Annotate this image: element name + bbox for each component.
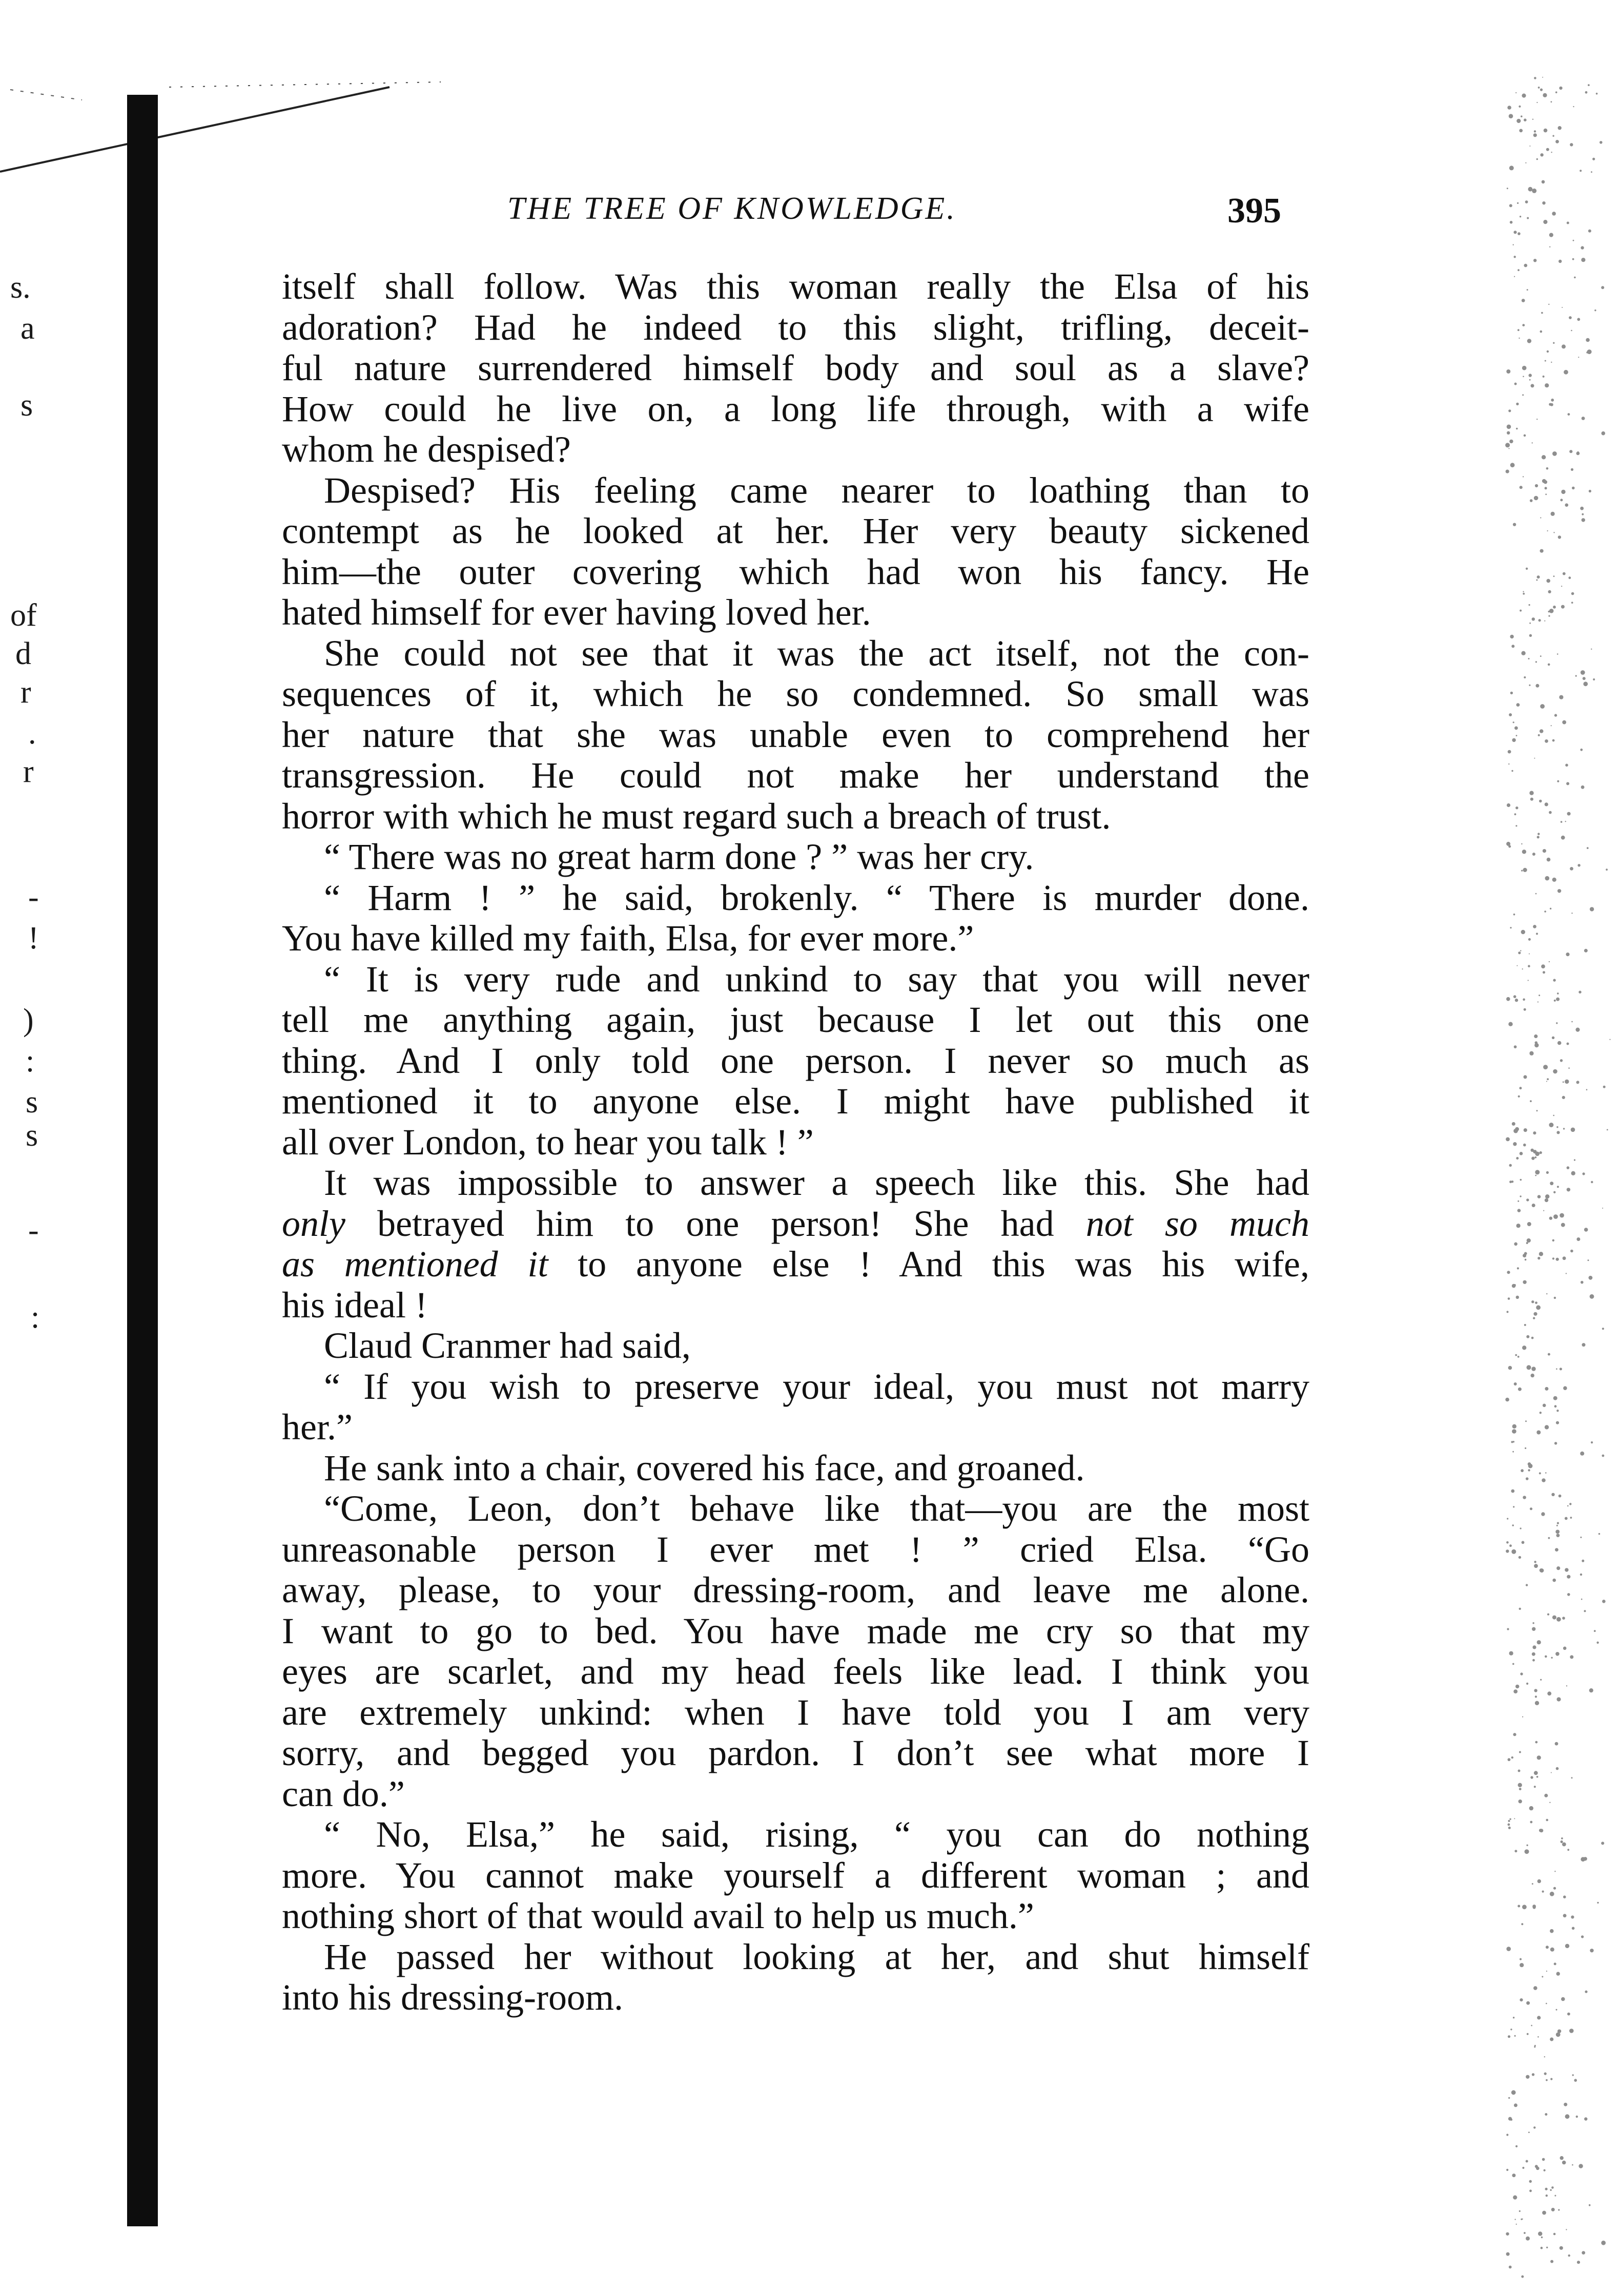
- bleed-glyph: .: [28, 716, 36, 751]
- text-segment: How could he live on, a long life through, with a wife: [282, 388, 1309, 429]
- text-segment: to anyone else ! And this was his wife,: [548, 1244, 1310, 1285]
- text-segment: I want to go to bed. You have made me cry so that my: [282, 1610, 1309, 1651]
- text-line: [282, 307, 1309, 348]
- text-line: [282, 1570, 1309, 1611]
- text-segment: It was impossible to answer a speech like this. She had: [324, 1162, 1309, 1203]
- text-line: [282, 1937, 1309, 1978]
- text-line: [282, 1122, 1309, 1163]
- text-line: [282, 511, 1309, 552]
- text-segment: Claud Cranmer had said,: [324, 1325, 691, 1366]
- text-line: [282, 1448, 1309, 1489]
- text-segment: “ If you wish to preserve your ideal, you must not marry: [324, 1366, 1309, 1407]
- italic-text-segment: as mentioned it: [282, 1244, 548, 1285]
- text-segment: her nature that she was unable even to comprehend her: [282, 714, 1309, 755]
- text-segment: contempt as he looked at her. Her very beauty sickened: [282, 510, 1309, 551]
- text-line: [282, 1163, 1309, 1204]
- text-line: [282, 1611, 1309, 1652]
- text-line: [282, 1896, 1309, 1937]
- text-line: [282, 1081, 1309, 1122]
- text-segment: You have killed my faith, Elsa, for ever more.”: [282, 918, 974, 959]
- text-segment: into his dressing-room.: [282, 1977, 623, 2018]
- text-segment: horror with which he must regard such a breach of trust.: [282, 795, 1111, 837]
- text-line: [282, 1651, 1309, 1692]
- text-segment: him—the outer covering which had won his fancy. He: [282, 551, 1309, 592]
- text-segment: all over London, to hear you talk ! ”: [282, 1121, 814, 1163]
- text-line: [282, 1407, 1309, 1448]
- italic-text-segment: not so much: [1085, 1203, 1309, 1244]
- text-segment: eyes are scarlet, and my head feels like lead. I think you: [282, 1651, 1309, 1692]
- text-segment: tell me anything again, just because I let out this one: [282, 999, 1309, 1040]
- text-line: [282, 389, 1309, 430]
- text-line: [282, 266, 1309, 307]
- text-line: [282, 1367, 1309, 1408]
- text-line: [282, 1733, 1309, 1774]
- text-line: [282, 878, 1309, 919]
- text-segment: sorry, and begged you pardon. I don’t see what more I: [282, 1732, 1309, 1773]
- text-segment: transgression. He could not make her understand the: [282, 755, 1309, 796]
- text-segment: are extremely unkind: when I have told you I am very: [282, 1691, 1309, 1733]
- text-segment: ful nature surrendered himself body and soul as a slave?: [282, 347, 1309, 388]
- page-number: 395: [1227, 191, 1281, 231]
- text-line: [282, 470, 1309, 511]
- bleed-glyph: of: [10, 598, 37, 633]
- text-line: [282, 1529, 1309, 1570]
- text-line: [282, 348, 1309, 389]
- text-segment: “Come, Leon, don’t behave like that—you are the most: [324, 1488, 1309, 1529]
- text-line: [282, 552, 1309, 593]
- text-line: [282, 1814, 1309, 1855]
- body-text: [282, 266, 1309, 2018]
- text-segment: away, please, to your dressing-room, and leave me alone.: [282, 1569, 1309, 1610]
- text-segment: mentioned it to anyone else. I might have published it: [282, 1081, 1309, 1122]
- text-line: [282, 837, 1309, 878]
- text-segment: whom he despised?: [282, 429, 571, 470]
- bleed-glyph: ): [23, 1003, 34, 1038]
- text-line: [282, 1326, 1309, 1367]
- text-segment: sequences of it, which he so condemned. So small was: [282, 673, 1309, 714]
- text-line: [282, 1041, 1309, 1082]
- italic-text-segment: only: [282, 1203, 345, 1244]
- text-line: [282, 1855, 1309, 1896]
- bleed-glyph: r: [20, 675, 31, 710]
- text-line: [282, 1000, 1309, 1041]
- text-line: [282, 755, 1309, 796]
- text-line: [282, 1488, 1309, 1529]
- text-line: [282, 592, 1309, 633]
- running-head: THE TREE OF KNOWLEDGE.: [507, 191, 957, 226]
- bleed-glyph: s: [26, 1118, 38, 1153]
- text-line: [282, 1244, 1309, 1285]
- bleed-glyph: :: [26, 1044, 35, 1079]
- text-segment: “ No, Elsa,” he said, rising, “ you can do nothing: [324, 1814, 1309, 1855]
- bleed-glyph: r: [23, 754, 34, 789]
- text-segment: betrayed him to one person! She had: [345, 1203, 1086, 1244]
- text-line: [282, 1977, 1309, 2018]
- text-segment: He sank into a chair, covered his face, and groaned.: [324, 1447, 1085, 1488]
- text-segment: adoration? Had he indeed to this slight, trifling, deceit-: [282, 306, 1309, 348]
- text-line: [282, 715, 1309, 756]
- text-line: [282, 1692, 1309, 1733]
- text-segment: itself shall follow. Was this woman really the Elsa of his: [282, 266, 1309, 307]
- bleed-glyph: s.: [10, 270, 31, 305]
- text-segment: He passed her without looking at her, and shut himself: [324, 1936, 1309, 1977]
- text-segment: more. You cannot make yourself a different woman ; and: [282, 1854, 1309, 1896]
- text-line: [282, 674, 1309, 715]
- text-line: [282, 1285, 1309, 1326]
- text-segment: “ There was no great harm done ? ” was her cry.: [324, 836, 1034, 877]
- bleed-glyph: !: [28, 921, 39, 956]
- bleed-glyph: s: [20, 388, 33, 423]
- text-line: [282, 1774, 1309, 1815]
- text-line: [282, 1204, 1309, 1245]
- text-segment: can do.”: [282, 1773, 405, 1814]
- text-segment: his ideal !: [282, 1284, 427, 1326]
- text-line: [282, 796, 1309, 837]
- text-segment: thing. And I only told one person. I never so much as: [282, 1040, 1309, 1081]
- bleed-glyph: a: [20, 311, 35, 346]
- binding-gutter-bar: [127, 95, 158, 2226]
- bleed-glyph: -: [28, 1213, 39, 1248]
- text-segment: her.”: [282, 1406, 353, 1447]
- text-segment: “ Harm ! ” he said, brokenly. “ There is murder done.: [324, 877, 1309, 918]
- scan-scratch-line: [0, 0, 461, 205]
- text-line: [282, 959, 1309, 1000]
- bleed-glyph: -: [28, 880, 39, 915]
- text-line: [282, 918, 1309, 959]
- text-line: [282, 429, 1309, 470]
- text-line: [282, 633, 1309, 674]
- bleed-glyph: s: [26, 1085, 38, 1120]
- text-segment: She could not see that it was the act itself, not the con-: [324, 632, 1309, 674]
- text-segment: unreasonable person I ever met ! ” cried Elsa. “Go: [282, 1528, 1309, 1570]
- bleed-glyph: d: [15, 636, 31, 671]
- text-segment: Despised? His feeling came nearer to loathing than to: [324, 469, 1309, 511]
- bleed-glyph: :: [31, 1300, 40, 1335]
- text-segment: “ It is very rude and unkind to say that you will never: [324, 958, 1309, 1000]
- text-segment: hated himself for ever having loved her.: [282, 592, 871, 633]
- text-segment: nothing short of that would avail to help us much.”: [282, 1895, 1034, 1936]
- page-edge-speckle: [1487, 77, 1620, 2280]
